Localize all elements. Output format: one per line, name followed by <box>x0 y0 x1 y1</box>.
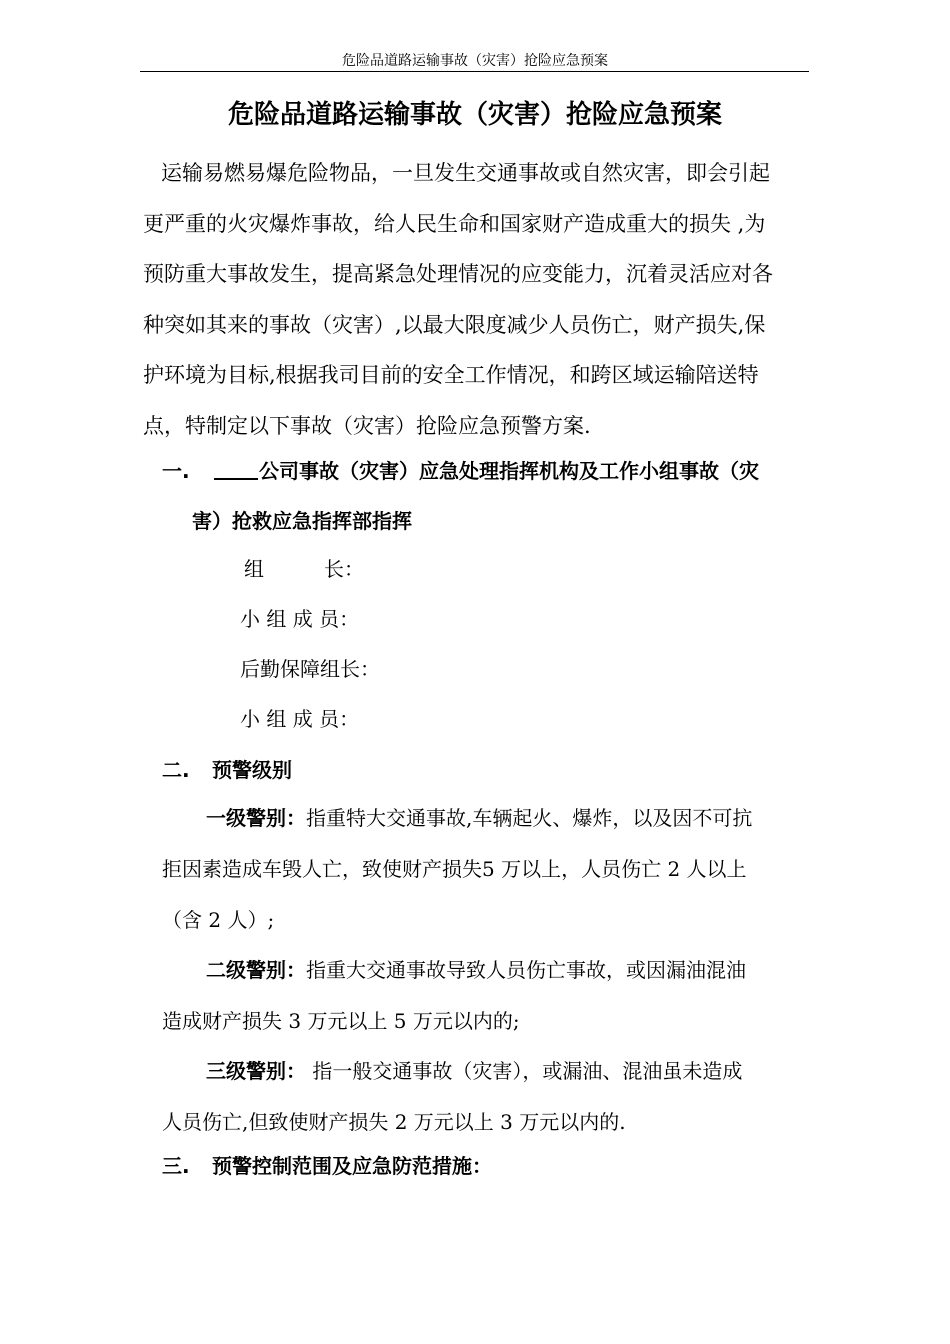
section-1-number: 一. <box>162 459 190 483</box>
section-1-heading-text: 公司事故（灾害）应急处理指挥机构及工作小组事故（灾 <box>259 459 759 483</box>
section-3-number: 三. <box>162 1154 190 1178</box>
section-3-heading: 预警控制范围及应急防范措施： <box>212 1154 492 1178</box>
section-2-heading: 预警级别 <box>212 758 292 782</box>
section-2-number: 二. <box>162 758 190 782</box>
warning-level-2 <box>162 945 812 1047</box>
role-leader: 组 长： <box>244 557 364 581</box>
warning-level-1-label: 一级警别： <box>206 806 306 830</box>
warning-level-2-text: 指重大交通事故导致人员伤亡事故，或因漏油混油 造成财产损失 3 万元以上 5 万元以内的; <box>162 958 746 1033</box>
header-rule <box>140 71 809 72</box>
role-logistics-members: 小 组 成 员： <box>240 707 360 731</box>
warning-level-3 <box>162 1046 812 1148</box>
section-1-heading-line2: 害）抢救应急指挥部指挥 <box>192 509 412 533</box>
running-header-text: 危险品道路运输事故（灾害）抢险应急预案 <box>342 53 608 69</box>
warning-level-3-text: 指一般交通事故（灾害），或漏油、混油虽未造成 人员伤亡,但致使财产损失 2 万元以上 3 万元以内的. <box>162 1059 743 1134</box>
intro-paragraph: 运输易燃易爆危险物品，一旦发生交通事故或自然灾害，即会引起 更严重的火灾爆炸事故，给人民生命和国家财产造成重大的损失 ,为 预防重大事故发生，提高紧急处理情况的应变能力，沉着灵活应对各 种突如其来的事故（灾害）,以最大限度减少人员伤亡，财产损失,保 护环境为目标,根据我司目前的安全工作情况，和跨区域运输陪送特 点，特制定以下事故（灾害）抢险应急预警方案. <box>143 161 773 438</box>
role-members: 小 组 成 员： <box>240 607 360 631</box>
section-1-heading-line1 <box>214 458 759 484</box>
role-logistics-leader: 后勤保障组长： <box>240 657 380 681</box>
warning-level-1-text: 指重特大交通事故,车辆起火、爆炸，以及因不可抗 拒因素造成车毁人亡，致使财产损失5 万以上，人员伤亡 2 人以上 （含 2 人）; <box>162 806 753 932</box>
warning-level-3-label: 三级警别： <box>206 1059 306 1083</box>
warning-level-2-label: 二级警别： <box>206 958 306 982</box>
document-title: 危险品道路运输事故（灾害）抢险应急预案 <box>227 100 722 130</box>
warning-level-1 <box>162 793 812 946</box>
blank-fill-line <box>214 458 258 480</box>
